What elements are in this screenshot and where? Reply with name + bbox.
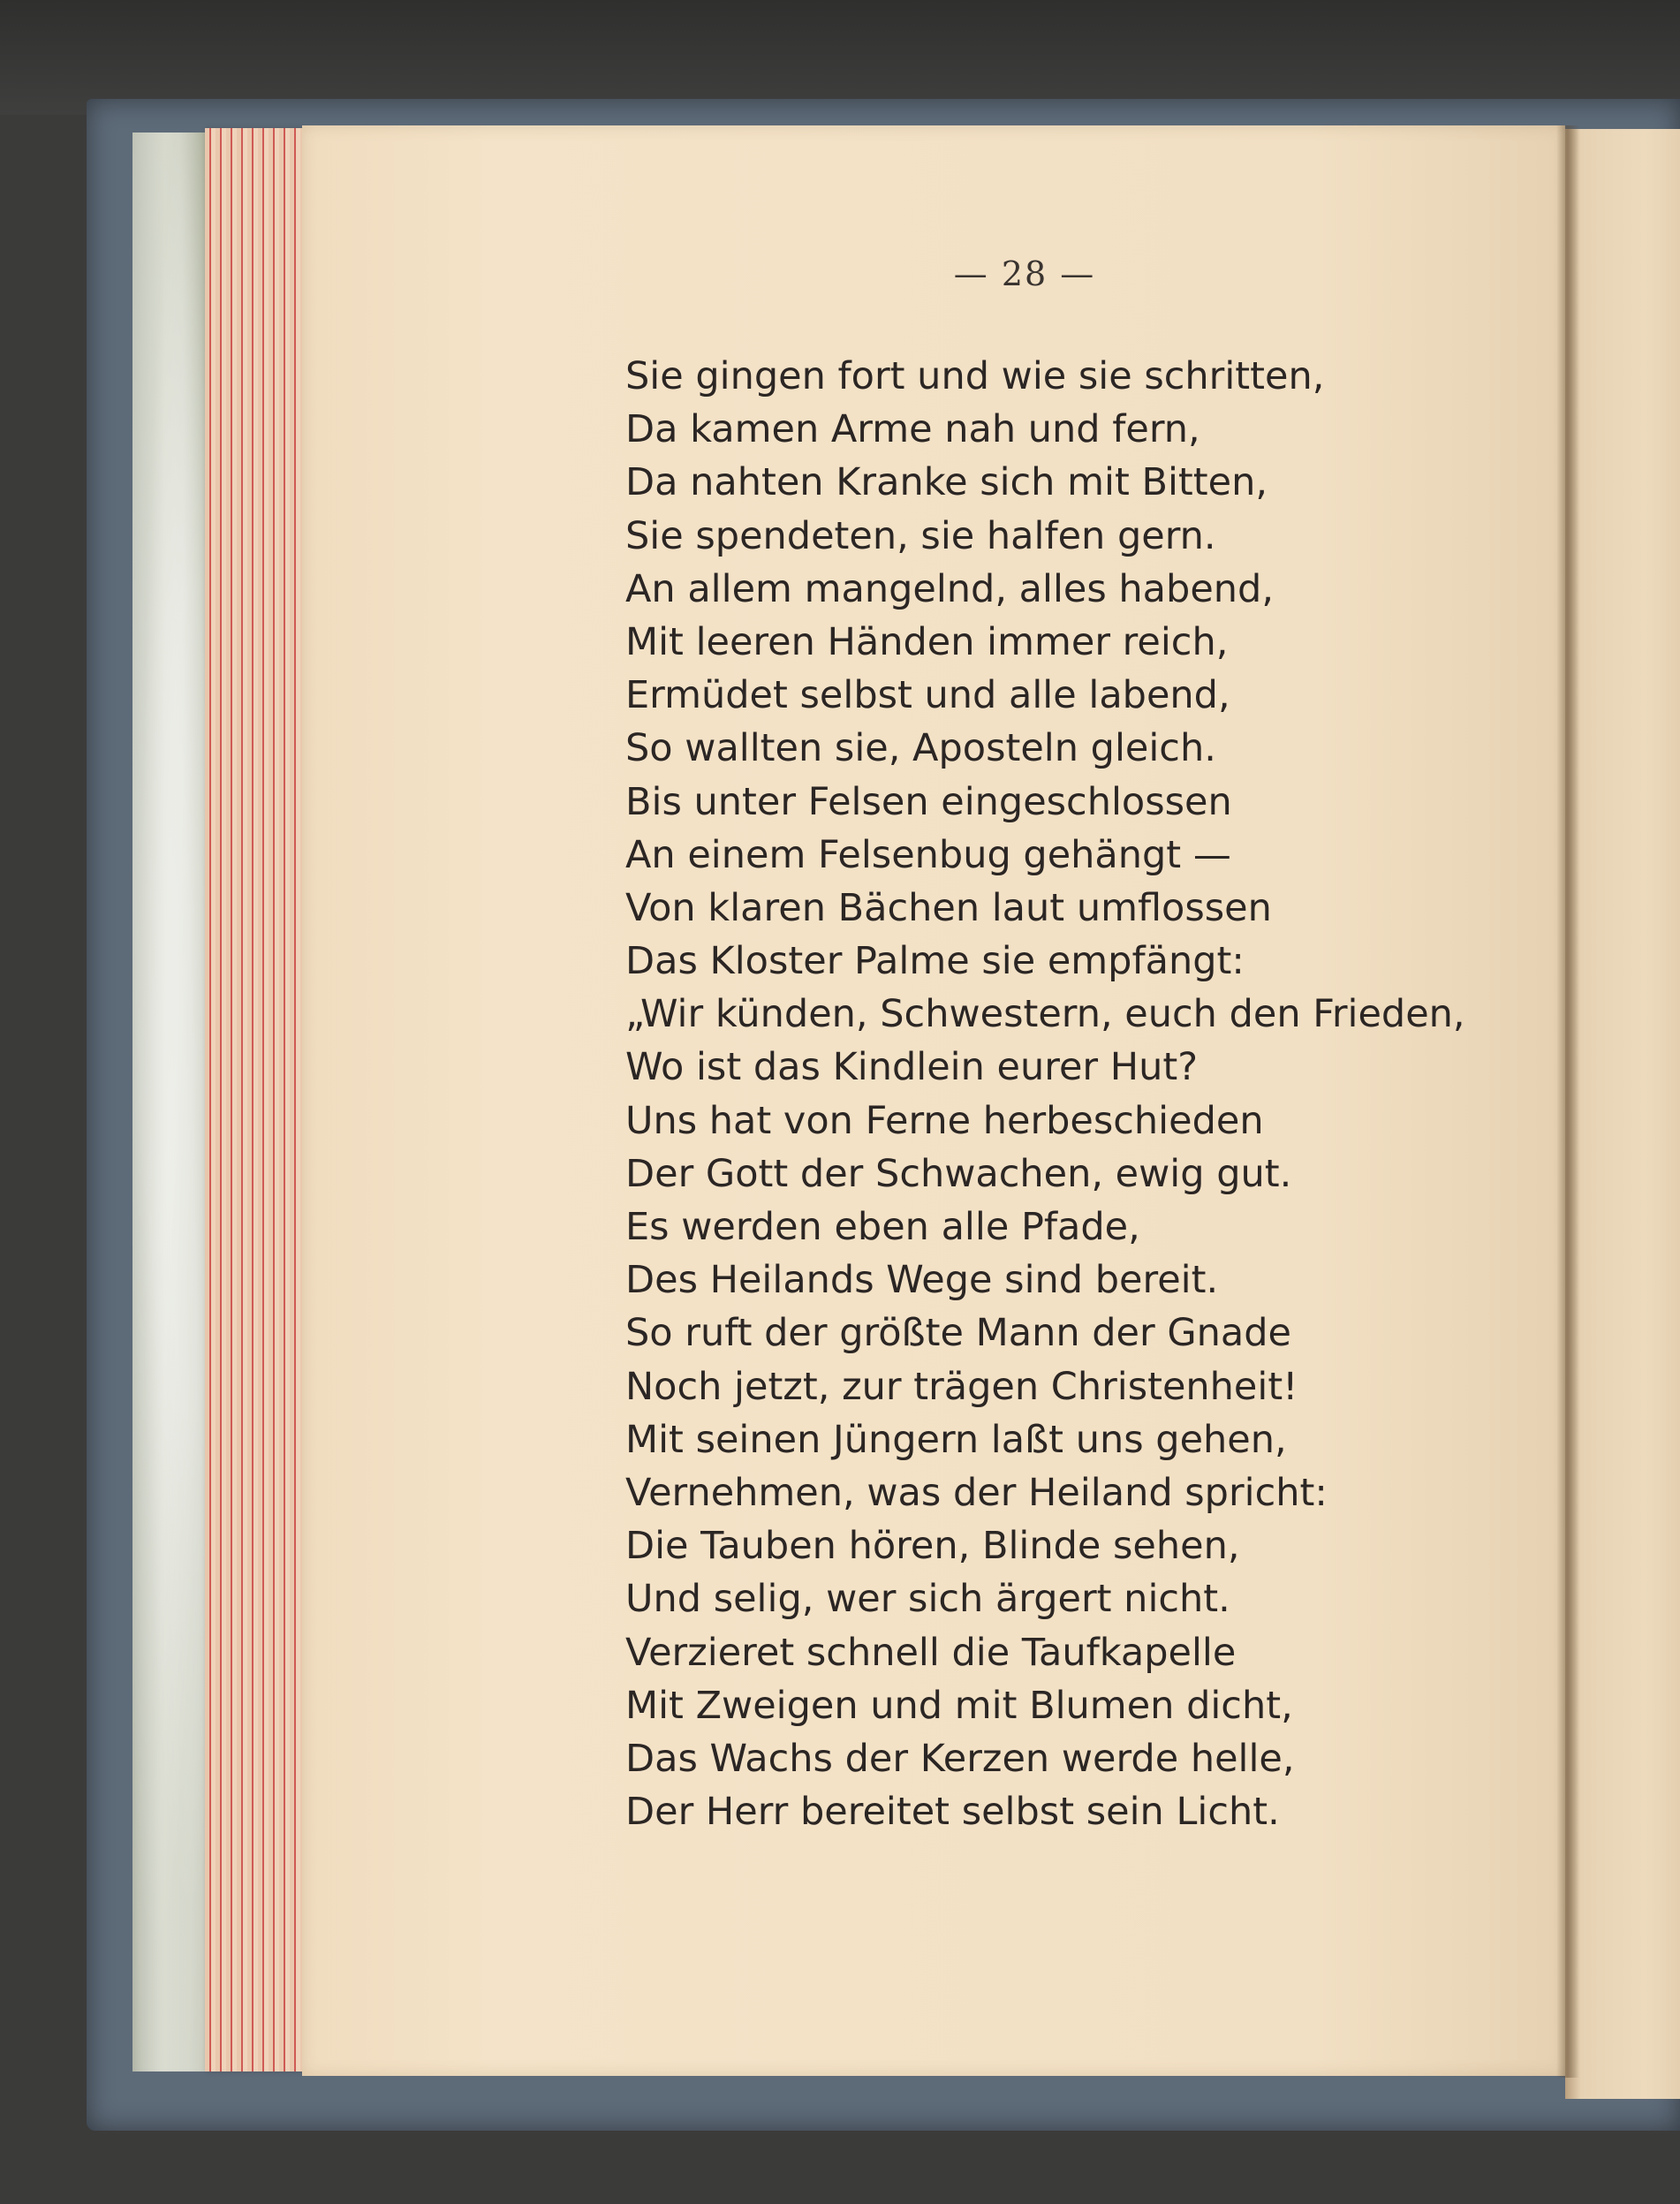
poem-line: Das Wachs der Kerzen werde helle, xyxy=(625,1736,1295,1781)
poem-line: Bis unter Felsen eingeschlossen xyxy=(625,779,1232,824)
background xyxy=(0,0,1680,115)
poem-line: „Wir künden, Schwestern, euch den Frieden, xyxy=(625,992,1465,1037)
poem-line: Der Gott der Schwachen, ewig gut. xyxy=(625,1151,1292,1196)
poem-line: An einem Felsenbug gehängt — xyxy=(625,832,1231,877)
poem-line: Vernehmen, was der Heiland spricht: xyxy=(625,1470,1328,1515)
poem-line: Ermüdet selbst und alle labend, xyxy=(625,673,1230,718)
poem-line: So ruft der größte Mann der Gnade xyxy=(625,1311,1292,1356)
poem-line: Des Heilands Wege sind bereit. xyxy=(625,1258,1219,1303)
poem-line: Die Tauben hören, Blinde sehen, xyxy=(625,1524,1240,1569)
poem-line: Da nahten Kranke sich mit Bitten, xyxy=(625,460,1268,505)
poem-line: Von klaren Bächen laut umflossen xyxy=(625,885,1272,930)
marbled-endpaper xyxy=(132,133,214,2071)
poem-line: So wallten sie, Aposteln gleich. xyxy=(625,726,1216,771)
poem-text xyxy=(625,350,1509,1838)
facing-page xyxy=(1565,129,1680,2099)
poem-line: Mit leeren Händen immer reich, xyxy=(625,619,1229,664)
poem-line: Mit seinen Jüngern laßt uns gehen, xyxy=(625,1417,1287,1462)
page-number: — 28 — xyxy=(953,254,1096,293)
poem-line: Mit Zweigen und mit Blumen dicht, xyxy=(625,1683,1293,1728)
poem-line: Verzieret schnell die Taufkapelle xyxy=(625,1630,1237,1675)
poem-line: Wo ist das Kindlein eurer Hut? xyxy=(625,1045,1199,1090)
poem-line: Noch jetzt, zur trägen Christenheit! xyxy=(625,1364,1298,1409)
poem-line: Sie spendeten, sie halfen gern. xyxy=(625,513,1216,558)
poem-line: An allem mangelnd, alles habend, xyxy=(625,566,1275,611)
page-edges xyxy=(205,128,304,2071)
poem-line: Uns hat von Ferne herbeschieden xyxy=(625,1098,1264,1143)
poem-line: Sie gingen fort und wie sie schritten, xyxy=(625,354,1325,398)
poem-line: Es werden eben alle Pfade, xyxy=(625,1205,1140,1249)
page-gutter xyxy=(1556,125,1579,2078)
poem-line: Das Kloster Palme sie empfängt: xyxy=(625,939,1245,984)
poem-line: Und selig, wer sich ärgert nicht. xyxy=(625,1577,1230,1622)
poem-line: Der Herr bereitet selbst sein Licht. xyxy=(625,1790,1280,1835)
poem-line: Da kamen Arme nah und fern, xyxy=(625,407,1200,452)
